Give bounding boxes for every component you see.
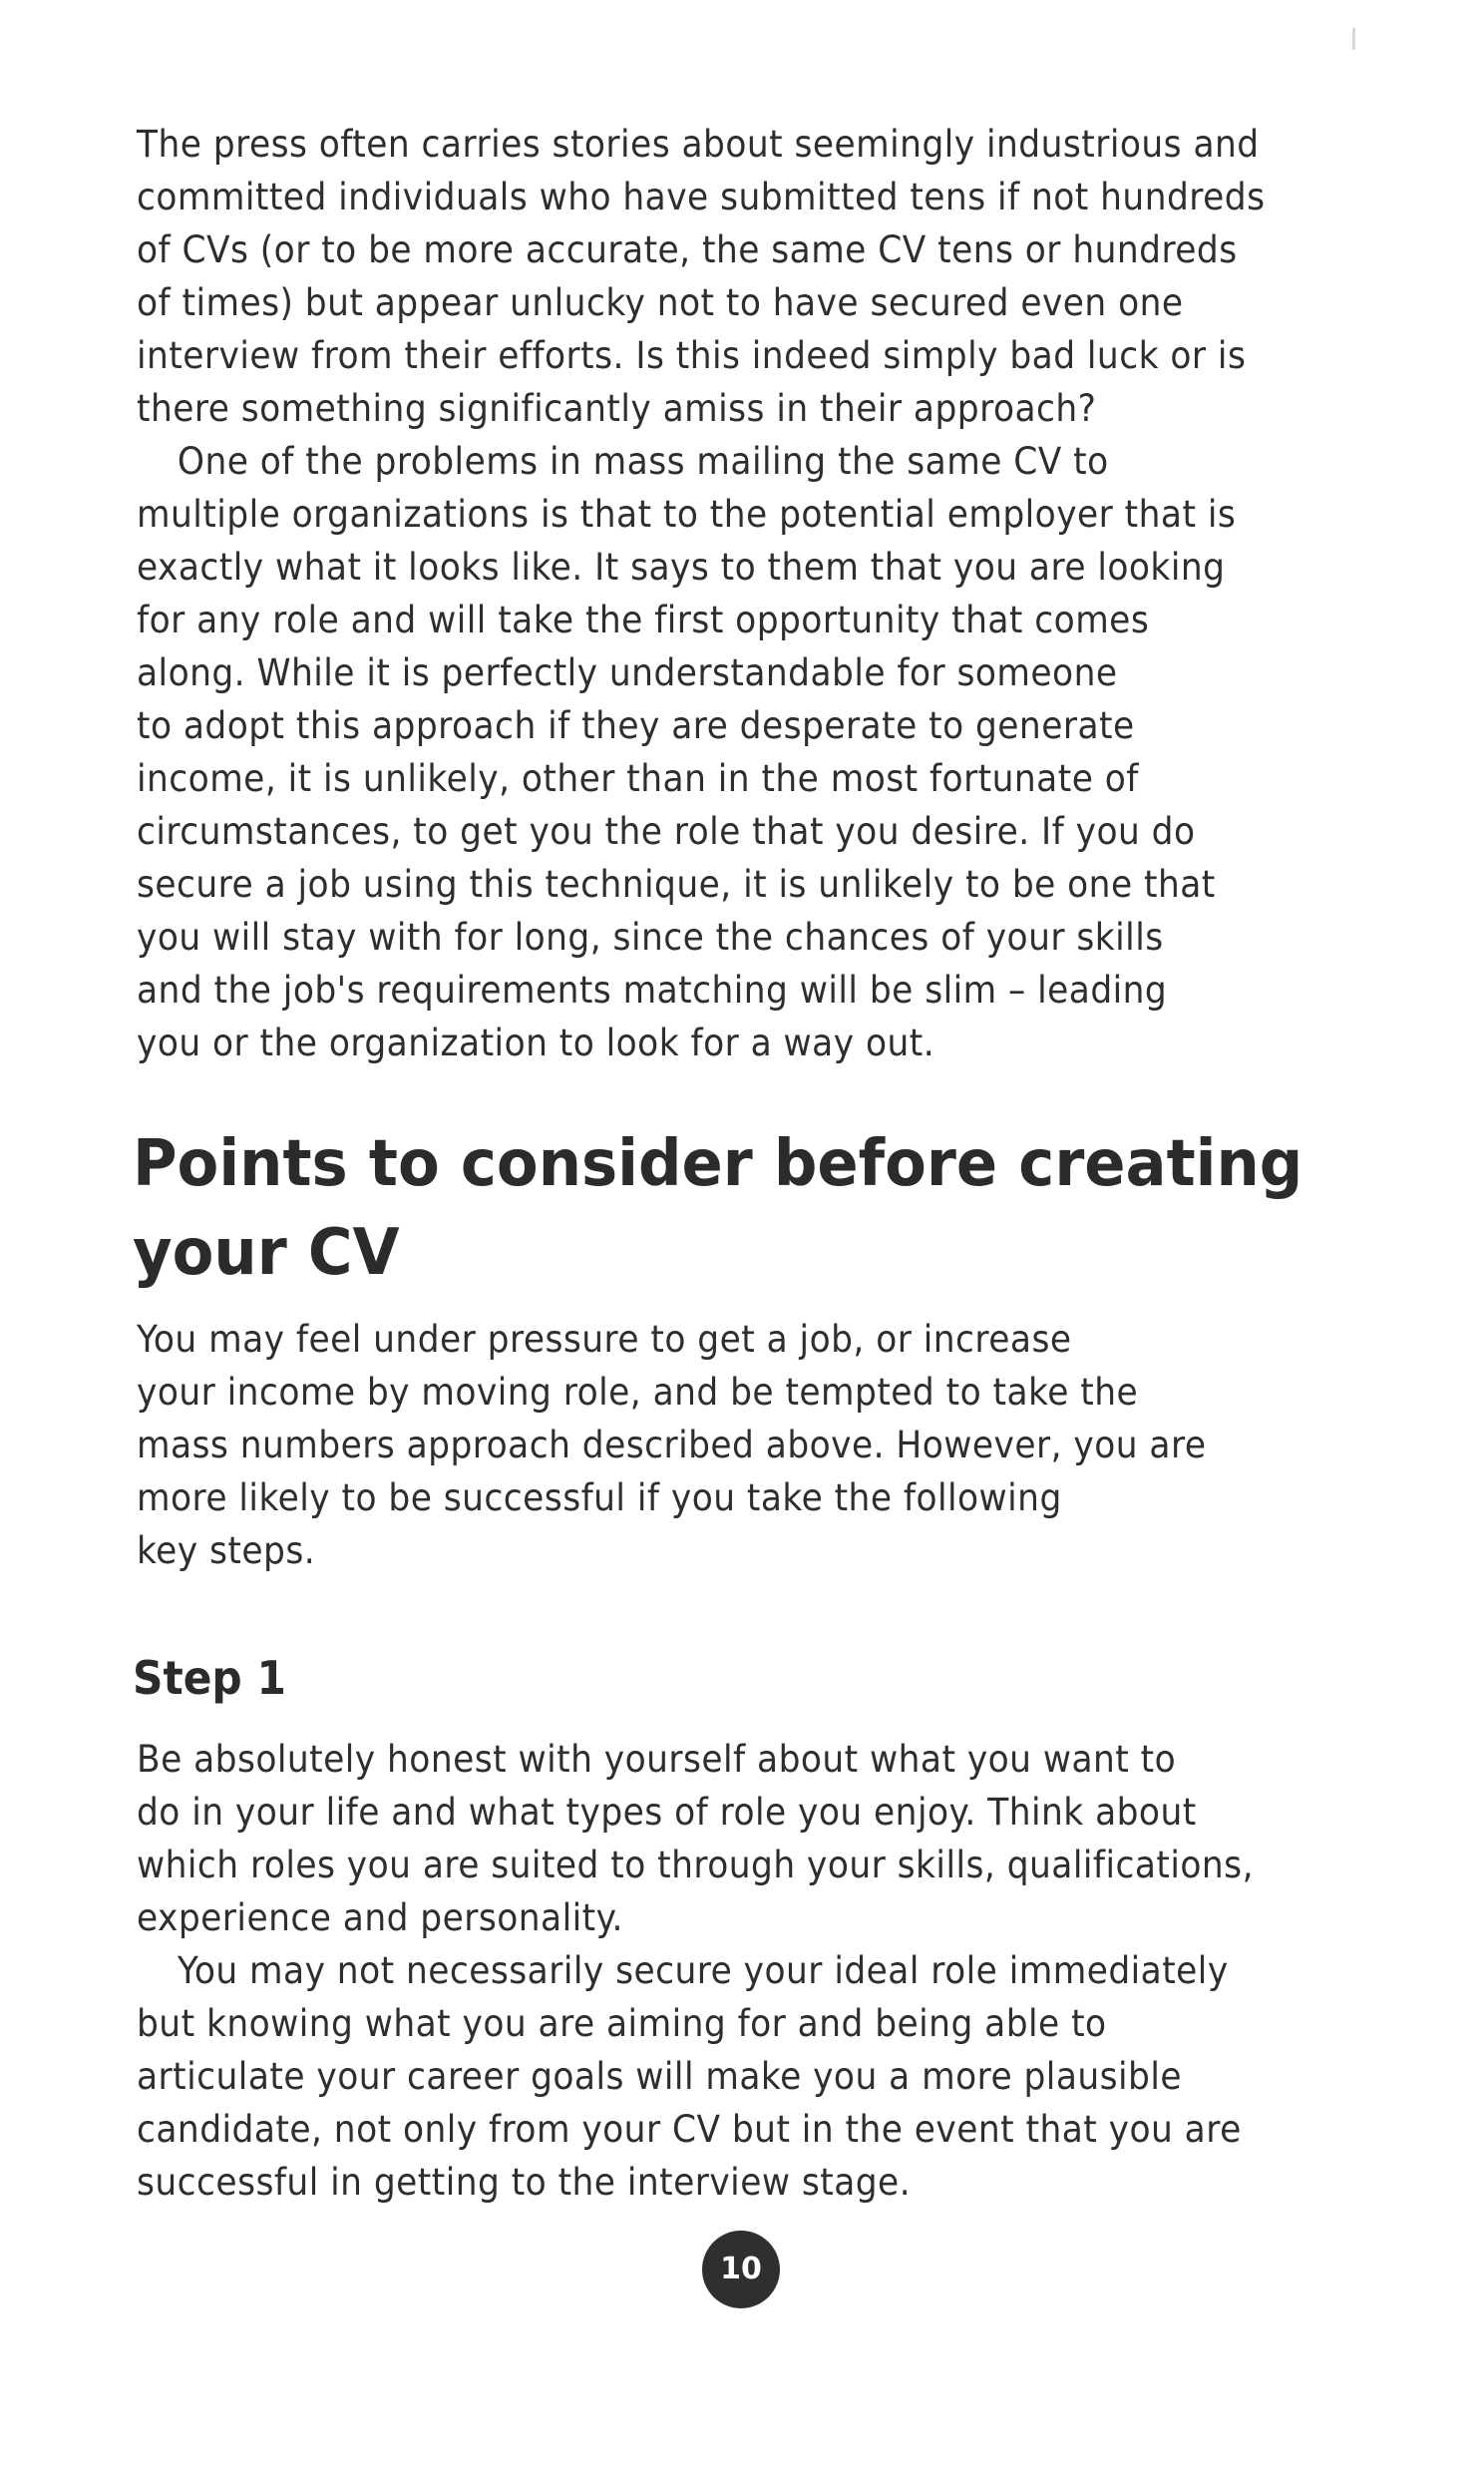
text-line: You may feel under pressure to get a job, or increase	[137, 1318, 1072, 1361]
page-number-badge: 10	[702, 2231, 780, 2308]
section-heading-line-2: your CV	[133, 1216, 400, 1290]
text-line: secure a job using this technique, it is unlikely to be one that	[137, 863, 1216, 906]
section-heading-line-1: Points to consider before creating	[133, 1127, 1303, 1201]
text-line: along. While it is perfectly understandable for someone	[137, 651, 1118, 694]
text-line: of times) but appear unlucky not to have secured even one	[137, 281, 1184, 324]
scan-artifact	[1352, 28, 1355, 50]
step-1-heading: Step 1	[133, 1651, 286, 1705]
text-line: Be absolutely honest with yourself about what you want to	[137, 1738, 1177, 1781]
text-line: experience and personality.	[137, 1896, 623, 1939]
text-line: exactly what it looks like. It says to them that you are looking	[137, 546, 1226, 589]
text-line: key steps.	[137, 1529, 316, 1572]
text-line: successful in getting to the interview stage.	[137, 2161, 912, 2204]
text-line: do in your life and what types of role you enjoy. Think about	[137, 1791, 1197, 1834]
text-line: but knowing what you are aiming for and being able to	[137, 2002, 1107, 2045]
paragraph-start-line: One of the problems in mass mailing the same CV to	[177, 440, 1109, 483]
text-line: articulate your career goals will make you a more plausible	[137, 2055, 1183, 2098]
paragraph-start-line: You may not necessarily secure your ideal role immediately	[177, 1949, 1229, 1992]
text-line: of CVs (or to be more accurate, the same CV tens or hundreds	[137, 228, 1238, 271]
text-line: multiple organizations is that to the potential employer that is	[137, 493, 1237, 536]
section-intro-text	[137, 1313, 1373, 1577]
text-line: to adopt this approach if they are desperate to generate	[137, 704, 1135, 747]
text-line: candidate, not only from your CV but in the event that you are	[137, 2108, 1242, 2151]
text-line: committed individuals who have submitted tens if not hundreds	[137, 176, 1266, 218]
step-1-text	[137, 1733, 1373, 2209]
text-line: you will stay with for long, since the chances of your skills	[137, 916, 1164, 959]
intro-text	[137, 118, 1373, 1069]
text-line: more likely to be successful if you take the following	[137, 1476, 1062, 1519]
text-line: The press often carries stories about seemingly industrious and	[137, 123, 1260, 166]
text-line: circumstances, to get you the role that you desire. If you do	[137, 810, 1196, 853]
text-line: your income by moving role, and be tempted to take the	[137, 1371, 1139, 1414]
text-line: and the job's requirements matching will be slim – leading	[137, 969, 1168, 1012]
text-line: you or the organization to look for a way out.	[137, 1022, 935, 1064]
text-line: mass numbers approach described above. However, you are	[137, 1424, 1207, 1466]
text-line: interview from their efforts. Is this indeed simply bad luck or is	[137, 334, 1247, 377]
text-line: for any role and will take the first opportunity that comes	[137, 599, 1150, 641]
text-line: there something significantly amiss in their approach?	[137, 387, 1097, 430]
text-line: income, it is unlikely, other than in the most fortunate of	[137, 757, 1139, 800]
text-line: which roles you are suited to through your skills, qualifications,	[137, 1844, 1254, 1886]
